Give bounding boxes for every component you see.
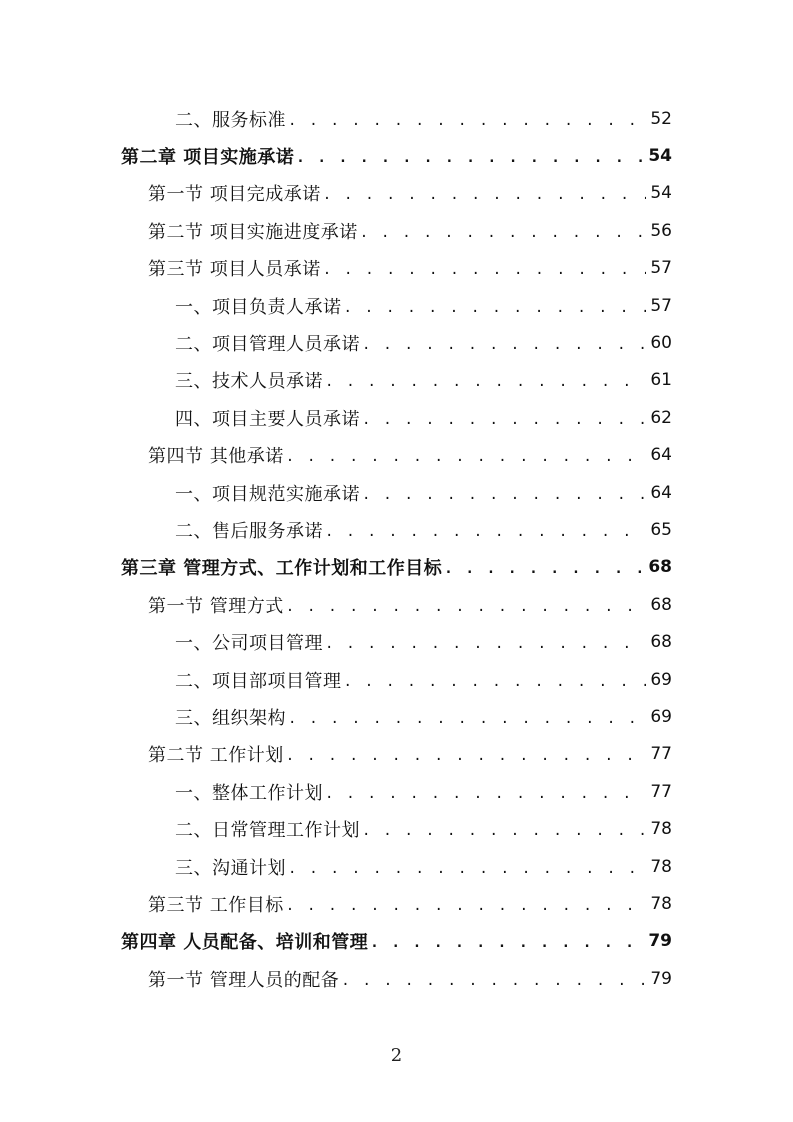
toc-entry-title: 三、组织架构 [175, 707, 286, 729]
toc-entry-content [175, 629, 672, 655]
toc-dot-leader [325, 525, 646, 539]
toc-dot-leader [444, 562, 644, 576]
toc-section-entry[interactable] [0, 175, 793, 212]
toc-subsection-entry[interactable] [0, 324, 793, 361]
toc-entry-page-number: 64 [650, 482, 672, 503]
toc-chapter-entry[interactable] [0, 923, 793, 960]
toc-entry-content [148, 218, 672, 244]
toc-section-entry[interactable] [0, 960, 793, 997]
toc-entry-title: 二、售后服务承诺 [175, 520, 323, 542]
toc-subsection-entry[interactable] [0, 848, 793, 885]
toc-section-entry[interactable] [0, 437, 793, 474]
table-of-contents [0, 100, 793, 997]
toc-entry-page-number: 78 [650, 819, 672, 840]
toc-entry-content [175, 779, 672, 805]
toc-dot-leader [323, 188, 646, 202]
toc-entry-content [175, 704, 672, 730]
toc-entry-content [148, 442, 672, 468]
toc-entry-content [148, 255, 672, 281]
toc-entry-content [175, 367, 672, 393]
toc-entry-content [148, 741, 672, 767]
toc-entry-content [148, 891, 672, 917]
toc-dot-leader [325, 637, 646, 651]
toc-entry-title: 二、项目管理人员承诺 [175, 334, 360, 356]
toc-section-entry[interactable] [0, 885, 793, 922]
toc-entry-page-number: 78 [650, 856, 672, 877]
toc-section-entry[interactable] [0, 586, 793, 623]
toc-entry-title: 一、项目规范实施承诺 [175, 483, 360, 505]
toc-entry-content [175, 293, 672, 319]
toc-entry-page-number: 69 [650, 706, 672, 727]
toc-section-entry[interactable] [0, 736, 793, 773]
toc-entry-title: 第二节 项目实施进度承诺 [148, 221, 358, 243]
toc-dot-leader [360, 226, 646, 240]
toc-subsection-entry[interactable] [0, 474, 793, 511]
toc-subsection-entry[interactable] [0, 661, 793, 698]
toc-entry-content [175, 480, 672, 506]
toc-dot-leader [344, 675, 647, 689]
toc-entry-page-number: 79 [650, 968, 672, 989]
toc-dot-leader [370, 936, 644, 950]
toc-entry-content [121, 928, 672, 954]
toc-dot-leader [286, 749, 646, 763]
toc-section-entry[interactable] [0, 250, 793, 287]
toc-entry-title: 三、沟通计划 [175, 857, 286, 879]
toc-subsection-entry[interactable] [0, 100, 793, 137]
toc-entry-content [121, 143, 672, 169]
toc-entry-title: 二、日常管理工作计划 [175, 820, 360, 842]
toc-entry-page-number: 68 [650, 632, 672, 653]
toc-subsection-entry[interactable] [0, 287, 793, 324]
toc-entry-page-number: 57 [650, 258, 672, 279]
toc-dot-leader [286, 600, 646, 614]
page-number: 2 [390, 1045, 403, 1066]
toc-dot-leader [288, 114, 646, 128]
toc-entry-page-number: 54 [650, 183, 672, 204]
toc-entry-title: 第四章 人员配备、培训和管理 [121, 932, 369, 954]
toc-subsection-entry[interactable] [0, 623, 793, 660]
toc-entry-title: 第三节 工作目标 [148, 894, 284, 916]
toc-dot-leader [362, 488, 646, 502]
toc-entry-page-number: 77 [650, 781, 672, 802]
toc-entry-title: 四、项目主要人员承诺 [175, 408, 360, 430]
toc-entry-page-number: 54 [648, 146, 672, 167]
toc-dot-leader [286, 899, 646, 913]
toc-dot-leader [325, 375, 646, 389]
toc-entry-title: 一、公司项目管理 [175, 633, 323, 655]
toc-dot-leader [325, 787, 646, 801]
toc-entry-content [148, 592, 672, 618]
toc-dot-leader [286, 450, 646, 464]
toc-entry-page-number: 79 [648, 931, 672, 952]
toc-entry-content [121, 554, 672, 580]
toc-dot-leader [288, 712, 646, 726]
toc-entry-title: 第一节 管理人员的配备 [148, 969, 340, 991]
toc-dot-leader [362, 824, 646, 838]
toc-entry-content [148, 966, 672, 992]
toc-entry-title: 第三节 项目人员承诺 [148, 259, 321, 281]
toc-chapter-entry[interactable] [0, 549, 793, 586]
toc-chapter-entry[interactable] [0, 137, 793, 174]
toc-subsection-entry[interactable] [0, 399, 793, 436]
toc-entry-content [175, 405, 672, 431]
toc-dot-leader [362, 338, 646, 352]
toc-subsection-entry[interactable] [0, 511, 793, 548]
toc-entry-content [175, 667, 672, 693]
toc-entry-title: 三、技术人员承诺 [175, 371, 323, 393]
toc-dot-leader [362, 413, 646, 427]
toc-entry-page-number: 65 [650, 519, 672, 540]
toc-dot-leader [288, 862, 646, 876]
toc-section-entry[interactable] [0, 212, 793, 249]
toc-dot-leader [323, 263, 646, 277]
toc-entry-page-number: 62 [650, 407, 672, 428]
toc-entry-title: 第二章 项目实施承诺 [121, 147, 295, 169]
toc-entry-content [175, 330, 672, 356]
toc-entry-title: 二、服务标准 [175, 109, 286, 131]
toc-entry-title: 第一节 项目完成承诺 [148, 184, 321, 206]
toc-entry-content [175, 854, 672, 880]
toc-entry-page-number: 56 [650, 220, 672, 241]
toc-entry-page-number: 60 [650, 333, 672, 354]
toc-entry-title: 第一节 管理方式 [148, 595, 284, 617]
toc-entry-page-number: 52 [650, 108, 672, 129]
toc-entry-title: 第二节 工作计划 [148, 745, 284, 767]
toc-entry-title: 第四节 其他承诺 [148, 446, 284, 468]
toc-entry-content [175, 816, 672, 842]
toc-dot-leader [344, 301, 647, 315]
toc-entry-content [175, 106, 672, 132]
toc-dot-leader [341, 974, 646, 988]
toc-entry-title: 二、项目部项目管理 [175, 670, 342, 692]
toc-entry-title: 一、项目负责人承诺 [175, 296, 342, 318]
toc-entry-page-number: 64 [650, 445, 672, 466]
toc-entry-page-number: 78 [650, 893, 672, 914]
toc-entry-content [148, 180, 672, 206]
toc-subsection-entry[interactable] [0, 810, 793, 847]
toc-entry-title: 第三章 管理方式、工作计划和工作目标 [121, 558, 443, 580]
toc-subsection-entry[interactable] [0, 698, 793, 735]
toc-entry-page-number: 57 [650, 295, 672, 316]
toc-entry-page-number: 68 [650, 594, 672, 615]
toc-subsection-entry[interactable] [0, 362, 793, 399]
toc-entry-page-number: 77 [650, 744, 672, 765]
toc-entry-page-number: 61 [650, 370, 672, 391]
toc-subsection-entry[interactable] [0, 773, 793, 810]
toc-dot-leader [296, 151, 644, 165]
toc-entry-page-number: 69 [650, 669, 672, 690]
toc-entry-title: 一、整体工作计划 [175, 782, 323, 804]
toc-entry-content [175, 517, 672, 543]
toc-entry-page-number: 68 [648, 557, 672, 578]
